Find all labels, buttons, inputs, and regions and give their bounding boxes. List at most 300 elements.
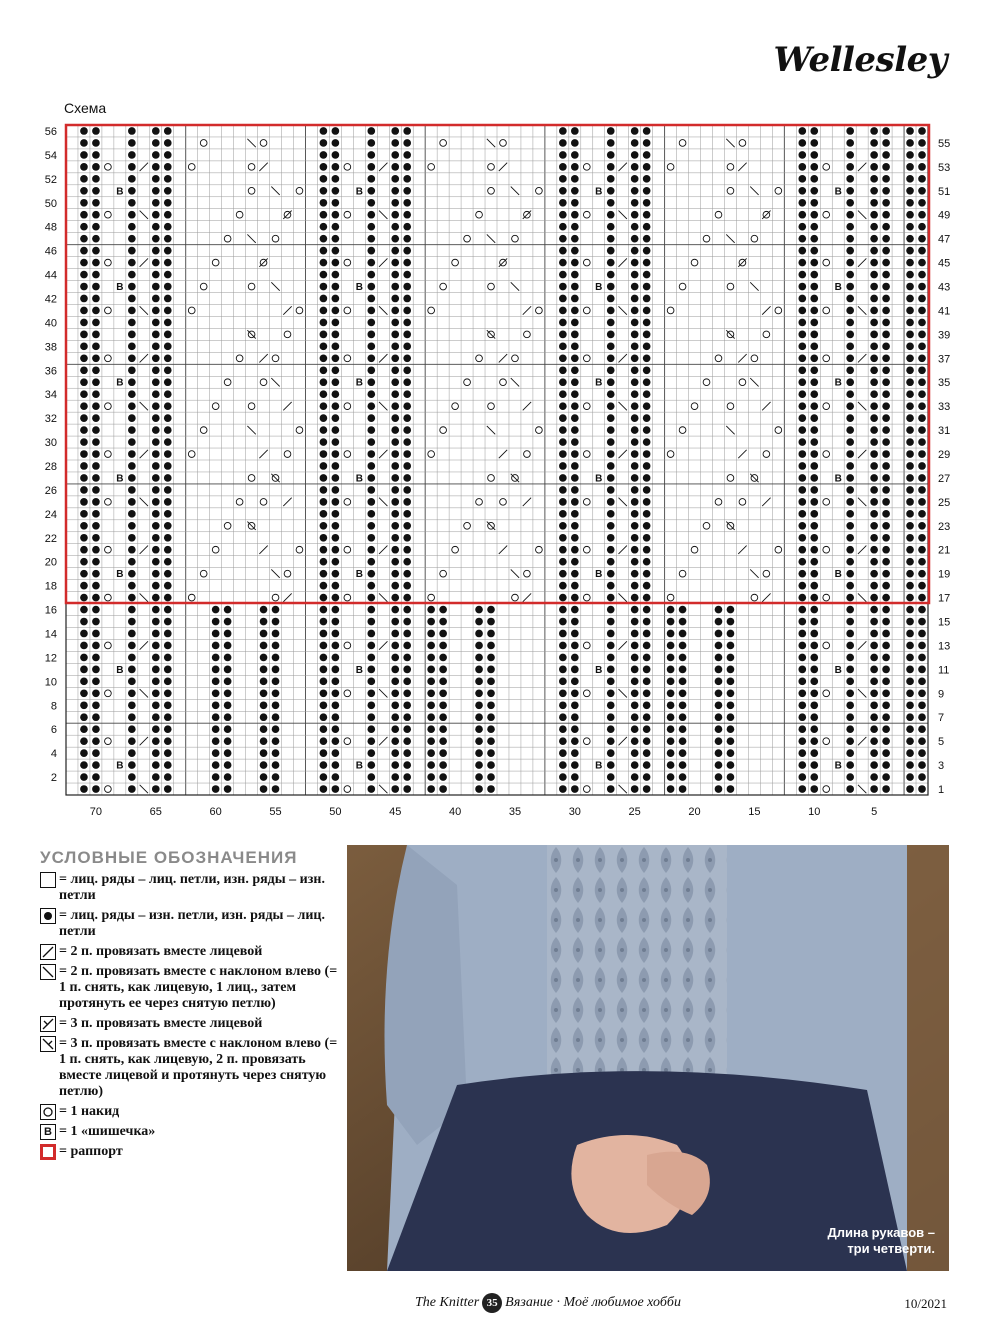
purl-dot [164,678,172,686]
purl-dot [643,594,651,602]
purl-dot [643,689,651,697]
purl-dot [80,474,88,482]
purl-dot [367,785,375,793]
purl-dot [92,366,100,374]
purl-dot [631,546,639,554]
purl-dot [571,462,579,470]
purl-dot [80,127,88,135]
repeat-box-icon [40,1144,56,1160]
k2tog-mark [140,737,148,745]
purl-dot [128,343,136,351]
purl-dot [918,127,926,135]
purl-dot [260,630,268,638]
purl-dot [882,199,890,207]
purl-dot [332,462,340,470]
purl-dot [128,773,136,781]
purl-dot [810,235,818,243]
purl-dot [152,366,160,374]
purl-dot [439,725,447,733]
purl-dot [882,187,890,195]
purl-dot [164,606,172,614]
purl-dot [607,175,615,183]
purl-dot [80,522,88,530]
purl-dot [631,271,639,279]
purl-dot [870,474,878,482]
purl-dot [631,163,639,171]
purl-dot [810,331,818,339]
purl-dot [272,606,280,614]
purl-dot [631,139,639,147]
purl-dot [643,331,651,339]
purl-dot [870,211,878,219]
ssk-mark [379,498,387,506]
purl-dot [332,426,340,434]
purl-dot [403,678,411,686]
row-number-right: 25 [938,496,951,509]
yarn-over-mark [236,211,243,218]
row-number-left: 26 [44,484,57,497]
purl-dot [212,630,220,638]
purl-dot [487,749,495,757]
yarn-over-mark [296,307,303,314]
purl-dot [667,701,675,709]
purl-dot [164,378,172,386]
purl-dot [715,701,723,709]
purl-dot [92,163,100,171]
purl-dot [607,462,615,470]
purl-dot [403,689,411,697]
purl-dot [391,785,399,793]
purl-dot [846,366,854,374]
purl-dot [403,295,411,303]
row-number-right: 3 [938,760,945,773]
purl-dot [571,271,579,279]
purl-dot [906,510,914,518]
purl-dot [367,307,375,315]
purl-dot [367,127,375,135]
purl-dot [332,498,340,506]
purl-dot [475,689,483,697]
purl-dot [475,773,483,781]
purl-dot [810,247,818,255]
purl-dot [906,319,914,327]
purl-dot [332,534,340,542]
purl-dot [727,713,735,721]
purl-dot [320,642,328,650]
purl-dot [212,761,220,769]
purl-dot [798,127,806,135]
purl-dot [92,450,100,458]
purl-dot [810,654,818,662]
purl-dot [571,247,579,255]
k2tog-mark [140,641,148,649]
purl-dot [320,737,328,745]
purl-dot [846,319,854,327]
yarn-over-mark [440,140,447,147]
row-number-left: 54 [44,149,57,162]
purl-dot [846,534,854,542]
yarn-over-mark [212,259,219,266]
purl-dot [92,761,100,769]
purl-dot [403,701,411,709]
purl-dot [643,426,651,434]
purl-dot [571,426,579,434]
purl-dot [152,199,160,207]
purl-dot [715,689,723,697]
purl-dot [631,187,639,195]
purl-dot [798,187,806,195]
purl-dot [164,283,172,291]
purl-dot [882,666,890,674]
purl-dot [439,773,447,781]
purl-dot [391,163,399,171]
purl-dot [607,522,615,530]
purl-dot [332,486,340,494]
purl-dot [164,319,172,327]
purl-dot [367,331,375,339]
purl-dot [332,187,340,195]
purl-dot [667,642,675,650]
purl-dot [164,271,172,279]
purl-dot [403,498,411,506]
ssk-mark [750,187,758,195]
purl-dot [870,546,878,554]
purl-dot [643,199,651,207]
purl-dot [906,534,914,542]
purl-dot [320,151,328,159]
bobble-mark: B [834,186,842,198]
purl-dot [607,414,615,422]
purl-dot [559,223,567,231]
purl-dot [164,773,172,781]
purl-dot [607,701,615,709]
purl-dot [128,761,136,769]
purl-dot [571,366,579,374]
purl-dot [391,426,399,434]
purl-dot [667,666,675,674]
purl-dot [212,749,220,757]
purl-dot [367,151,375,159]
bobble-mark: B [355,377,363,389]
purl-dot [559,354,567,362]
purl-dot [403,558,411,566]
purl-dot [727,630,735,638]
purl-dot [918,319,926,327]
purl-dot [607,402,615,410]
purl-dot [152,701,160,709]
purl-dot [332,689,340,697]
purl-dot [391,486,399,494]
purl-dot [332,390,340,398]
purl-dot [559,271,567,279]
purl-dot [80,151,88,159]
purl-dot [427,749,435,757]
yarn-over-mark [224,522,231,529]
purl-dot [403,737,411,745]
purl-dot [798,582,806,590]
purl-dot [559,725,567,733]
ssk-mark [379,785,387,793]
purl-dot [80,343,88,351]
yarn-over-mark [488,187,495,194]
purl-dot [798,414,806,422]
purl-dot [918,402,926,410]
purl-dot [870,450,878,458]
purl-dot [882,498,890,506]
purl-dot [882,414,890,422]
yarn-over-mark [440,283,447,290]
purl-dot [798,486,806,494]
purl-dot [715,773,723,781]
purl-dot [152,450,160,458]
purl-dot [152,319,160,327]
purl-dot [92,534,100,542]
purl-dot [631,594,639,602]
purl-dot [92,558,100,566]
purl-dot [846,498,854,506]
purl-dot [643,127,651,135]
purl-dot [92,211,100,219]
purl-dot [870,319,878,327]
purl-dot [391,462,399,470]
purl-dot [80,594,88,602]
purl-dot [164,259,172,267]
purl-dot [643,534,651,542]
purl-dot [571,175,579,183]
purl-dot [260,773,268,781]
purl-dot [212,689,220,697]
purl-dot [631,127,639,135]
purl-dot [571,630,579,638]
purl-dot [475,713,483,721]
purl-dot [80,701,88,709]
row-number-right: 51 [938,185,951,198]
purl-dot [571,498,579,506]
purl-dot [727,761,735,769]
purl-dot [487,689,495,697]
purl-dot [906,761,914,769]
purl-dot [320,354,328,362]
purl-dot [92,331,100,339]
purl-dot [164,761,172,769]
purl-dot [128,259,136,267]
purl-dot [367,534,375,542]
purl-dot [80,354,88,362]
yarn-over-mark [536,427,543,434]
column-number: 60 [209,806,222,818]
purl-dot [559,402,567,410]
purl-dot [810,259,818,267]
purl-dot [607,151,615,159]
purl-dot [439,654,447,662]
purl-dot [607,295,615,303]
purl-dot [679,678,687,686]
purl-dot [320,462,328,470]
purl-dot [487,785,495,793]
purl-dot [152,402,160,410]
purl-dot [607,689,615,697]
purl-dot [92,259,100,267]
purl-dot [320,666,328,674]
purl-dot [164,151,172,159]
purl-dot [559,701,567,709]
purl-dot [367,546,375,554]
purl-dot [128,689,136,697]
purl-dot [631,737,639,745]
purl-dot [810,366,818,374]
purl-dot [391,642,399,650]
purl-dot [391,737,399,745]
ssk-mark [619,498,627,506]
purl-dot [332,283,340,291]
purl-dot [439,749,447,757]
purl-dot [571,785,579,793]
ssk-mark [379,211,387,219]
row-number-right: 35 [938,377,951,390]
purl-dot [152,761,160,769]
purl-dot [918,247,926,255]
purl-dot [128,235,136,243]
purl-dot [403,163,411,171]
purl-dot [332,713,340,721]
purl-dot [559,594,567,602]
purl-dot [332,295,340,303]
yarn-over-mark [763,331,770,338]
yarn-over-mark [751,355,758,362]
purl-dot [918,426,926,434]
k2tog-mark [499,354,507,362]
purl-dot [571,343,579,351]
purl-dot [320,713,328,721]
purl-dot [439,785,447,793]
purl-dot [631,689,639,697]
purl-dot [403,271,411,279]
purl-dot [559,450,567,458]
purl-dot [631,331,639,339]
purl-dot [559,343,567,351]
purl-dot [906,642,914,650]
purl-dot [212,785,220,793]
purl-dot [391,199,399,207]
purl-dot [906,558,914,566]
purl-dot [128,522,136,530]
purl-dot [810,139,818,147]
purl-dot [607,366,615,374]
purl-dot [439,689,447,697]
yarn-over-mark [344,786,351,793]
purl-dot [487,606,495,614]
purl-dot [80,139,88,147]
purl-dot [152,510,160,518]
purl-dot [631,438,639,446]
purl-dot [607,354,615,362]
purl-dot [559,582,567,590]
purl-dot [810,761,818,769]
purl-dot [224,701,232,709]
purl-dot [870,761,878,769]
yarn-over-mark [105,642,112,649]
purl-dot [403,402,411,410]
purl-dot [403,354,411,362]
purl-dot [391,630,399,638]
row-number-right: 43 [938,281,951,294]
purl-dot [882,127,890,135]
row-number-right: 7 [938,712,945,725]
purl-dot [870,570,878,578]
purl-dot [128,390,136,398]
purl-dot [846,390,854,398]
purl-dot [391,247,399,255]
k2tog-mark [259,450,267,458]
purl-dot [320,319,328,327]
purl-dot [559,139,567,147]
k2tog-mark [523,306,531,314]
purl-dot [643,343,651,351]
row-number-left: 10 [44,676,57,689]
purl-dot [810,546,818,554]
purl-dot [92,474,100,482]
purl-dot [882,474,890,482]
purl-dot [128,450,136,458]
purl-dot [212,701,220,709]
row-number-left: 2 [50,772,57,785]
purl-dot [320,307,328,315]
purl-dot [164,139,172,147]
legend-item-sk2p [40,1036,340,1100]
purl-dot [571,654,579,662]
k2tog-mark [619,737,627,745]
bobble-mark: B [116,186,124,198]
purl-dot [643,139,651,147]
purl-dot [798,259,806,267]
purl-dot [152,534,160,542]
purl-dot [643,366,651,374]
purl-dot [391,354,399,362]
purl-dot [260,654,268,662]
yarn-over-mark [224,379,231,386]
purl-dot [403,546,411,554]
purl-dot [332,666,340,674]
legend-title: УСЛОВНЫЕ ОБОЗНАЧЕНИЯ [40,848,298,867]
purl-dot [846,701,854,709]
purl-dot [367,761,375,769]
purl-dot [846,259,854,267]
purl-dot [607,331,615,339]
purl-dot [870,127,878,135]
k2tog-mark [499,163,507,171]
purl-dot [320,594,328,602]
yarn-over-mark [488,164,495,171]
purl-dot [631,414,639,422]
purl-dot [918,307,926,315]
purl-dot [906,773,914,781]
ssk-mark [619,785,627,793]
purl-dot [870,486,878,494]
purl-dot [475,749,483,757]
purl-dot [846,522,854,530]
purl-dot [128,701,136,709]
yarn-over-mark [751,235,758,242]
yarn-over-mark [727,403,734,410]
purl-dot [403,187,411,195]
purl-dot [631,390,639,398]
purl-dot [810,175,818,183]
purl-dot [631,486,639,494]
purl-dot [391,570,399,578]
purl-dot [164,175,172,183]
purl-dot [152,594,160,602]
purl-dot [607,678,615,686]
